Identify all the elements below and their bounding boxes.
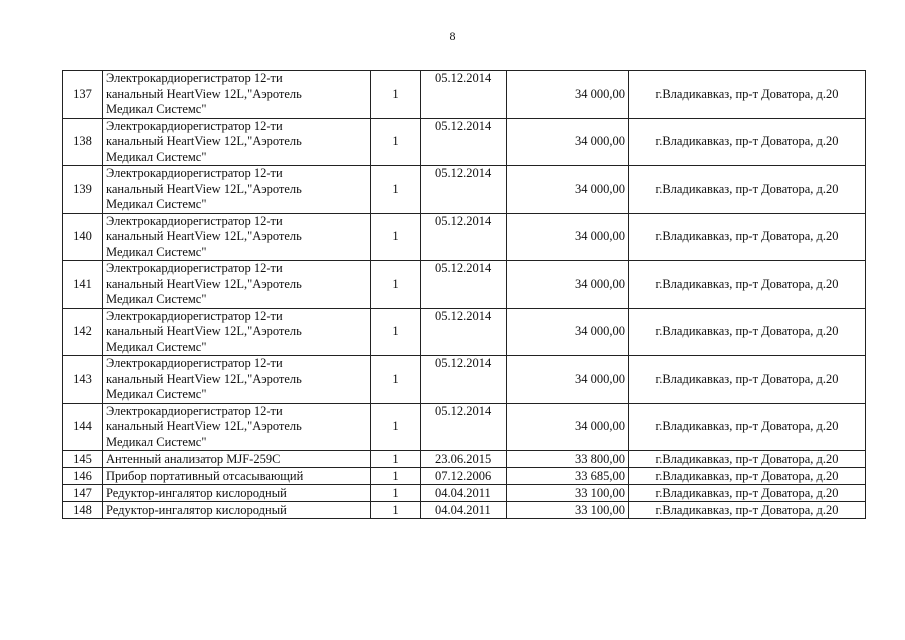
item-date: 05.12.2014 bbox=[421, 118, 507, 166]
item-address: г.Владикавказ, пр-т Доватора, д.20 bbox=[629, 118, 866, 166]
row-number: 140 bbox=[63, 213, 103, 261]
item-date: 23.06.2015 bbox=[421, 451, 507, 468]
item-quantity: 1 bbox=[371, 485, 421, 502]
table-row bbox=[63, 468, 866, 485]
item-name: Прибор портативный отсасывающий bbox=[103, 468, 371, 485]
item-quantity: 1 bbox=[371, 451, 421, 468]
page-number: 8 bbox=[449, 29, 456, 43]
item-date: 05.12.2014 bbox=[421, 261, 507, 309]
item-date: 04.04.2011 bbox=[421, 502, 507, 519]
row-number: 144 bbox=[63, 403, 103, 451]
item-sum: 33 100,00 bbox=[507, 502, 629, 519]
item-quantity: 1 bbox=[371, 403, 421, 451]
item-quantity: 1 bbox=[371, 502, 421, 519]
row-number: 143 bbox=[63, 356, 103, 404]
item-name: Электрокардиорегистратор 12-ти канальный HeartView 12L,"Аэротель Медикал Системс" bbox=[103, 261, 371, 309]
item-sum: 33 800,00 bbox=[507, 451, 629, 468]
item-sum: 34 000,00 bbox=[507, 403, 629, 451]
item-address: г.Владикавказ, пр-т Доватора, д.20 bbox=[629, 403, 866, 451]
row-number: 137 bbox=[63, 71, 103, 119]
item-date: 05.12.2014 bbox=[421, 71, 507, 119]
item-name: Электрокардиорегистратор 12-ти канальный HeartView 12L,"Аэротель Медикал Системс" bbox=[103, 118, 371, 166]
item-name: Электрокардиорегистратор 12-ти канальный HeartView 12L,"Аэротель Медикал Системс" bbox=[103, 308, 371, 356]
row-number: 139 bbox=[63, 166, 103, 214]
item-date: 05.12.2014 bbox=[421, 166, 507, 214]
item-address: г.Владикавказ, пр-т Доватора, д.20 bbox=[629, 261, 866, 309]
table-row bbox=[63, 485, 866, 502]
item-address: г.Владикавказ, пр-т Доватора, д.20 bbox=[629, 213, 866, 261]
item-name: Электрокардиорегистратор 12-ти канальный HeartView 12L,"Аэротель Медикал Системс" bbox=[103, 166, 371, 214]
item-address: г.Владикавказ, пр-т Доватора, д.20 bbox=[629, 502, 866, 519]
row-number: 148 bbox=[63, 502, 103, 519]
item-date: 05.12.2014 bbox=[421, 403, 507, 451]
item-date: 07.12.2006 bbox=[421, 468, 507, 485]
item-quantity: 1 bbox=[371, 308, 421, 356]
table-row bbox=[63, 403, 866, 451]
item-name: Электрокардиорегистратор 12-ти канальный HeartView 12L,"Аэротель Медикал Системс" bbox=[103, 213, 371, 261]
table-row bbox=[63, 166, 866, 214]
item-name: Электрокардиорегистратор 12-ти канальный HeartView 12L,"Аэротель Медикал Системс" bbox=[103, 403, 371, 451]
item-quantity: 1 bbox=[371, 213, 421, 261]
table-row bbox=[63, 308, 866, 356]
item-sum: 34 000,00 bbox=[507, 118, 629, 166]
item-sum: 34 000,00 bbox=[507, 261, 629, 309]
item-name: Электрокардиорегистратор 12-ти канальный HeartView 12L,"Аэротель Медикал Системс" bbox=[103, 71, 371, 119]
table-row bbox=[63, 451, 866, 468]
row-number: 142 bbox=[63, 308, 103, 356]
item-date: 05.12.2014 bbox=[421, 213, 507, 261]
item-date: 05.12.2014 bbox=[421, 308, 507, 356]
item-quantity: 1 bbox=[371, 118, 421, 166]
table-row bbox=[63, 261, 866, 309]
item-name: Антенный анализатор MJF-259C bbox=[103, 451, 371, 468]
item-sum: 34 000,00 bbox=[507, 166, 629, 214]
item-sum: 34 000,00 bbox=[507, 356, 629, 404]
item-address: г.Владикавказ, пр-т Доватора, д.20 bbox=[629, 356, 866, 404]
item-address: г.Владикавказ, пр-т Доватора, д.20 bbox=[629, 166, 866, 214]
row-number: 145 bbox=[63, 451, 103, 468]
item-address: г.Владикавказ, пр-т Доватора, д.20 bbox=[629, 451, 866, 468]
item-quantity: 1 bbox=[371, 261, 421, 309]
item-name: Редуктор-ингалятор кислородный bbox=[103, 502, 371, 519]
table-row bbox=[63, 356, 866, 404]
item-address: г.Владикавказ, пр-т Доватора, д.20 bbox=[629, 485, 866, 502]
item-sum: 34 000,00 bbox=[507, 308, 629, 356]
item-quantity: 1 bbox=[371, 166, 421, 214]
table-row bbox=[63, 213, 866, 261]
row-number: 138 bbox=[63, 118, 103, 166]
table-row bbox=[63, 71, 866, 119]
item-address: г.Владикавказ, пр-т Доватора, д.20 bbox=[629, 468, 866, 485]
item-date: 04.04.2011 bbox=[421, 485, 507, 502]
table-row bbox=[63, 502, 866, 519]
item-date: 05.12.2014 bbox=[421, 356, 507, 404]
item-name: Электрокардиорегистратор 12-ти канальный HeartView 12L,"Аэротель Медикал Системс" bbox=[103, 356, 371, 404]
row-number: 141 bbox=[63, 261, 103, 309]
item-sum: 34 000,00 bbox=[507, 213, 629, 261]
item-address: г.Владикавказ, пр-т Доватора, д.20 bbox=[629, 308, 866, 356]
item-sum: 33 100,00 bbox=[507, 485, 629, 502]
item-address: г.Владикавказ, пр-т Доватора, д.20 bbox=[629, 71, 866, 119]
item-quantity: 1 bbox=[371, 71, 421, 119]
item-sum: 34 000,00 bbox=[507, 71, 629, 119]
item-quantity: 1 bbox=[371, 356, 421, 404]
inventory-table bbox=[62, 70, 866, 519]
item-name: Редуктор-ингалятор кислородный bbox=[103, 485, 371, 502]
item-sum: 33 685,00 bbox=[507, 468, 629, 485]
row-number: 146 bbox=[63, 468, 103, 485]
table-row bbox=[63, 118, 866, 166]
item-quantity: 1 bbox=[371, 468, 421, 485]
row-number: 147 bbox=[63, 485, 103, 502]
